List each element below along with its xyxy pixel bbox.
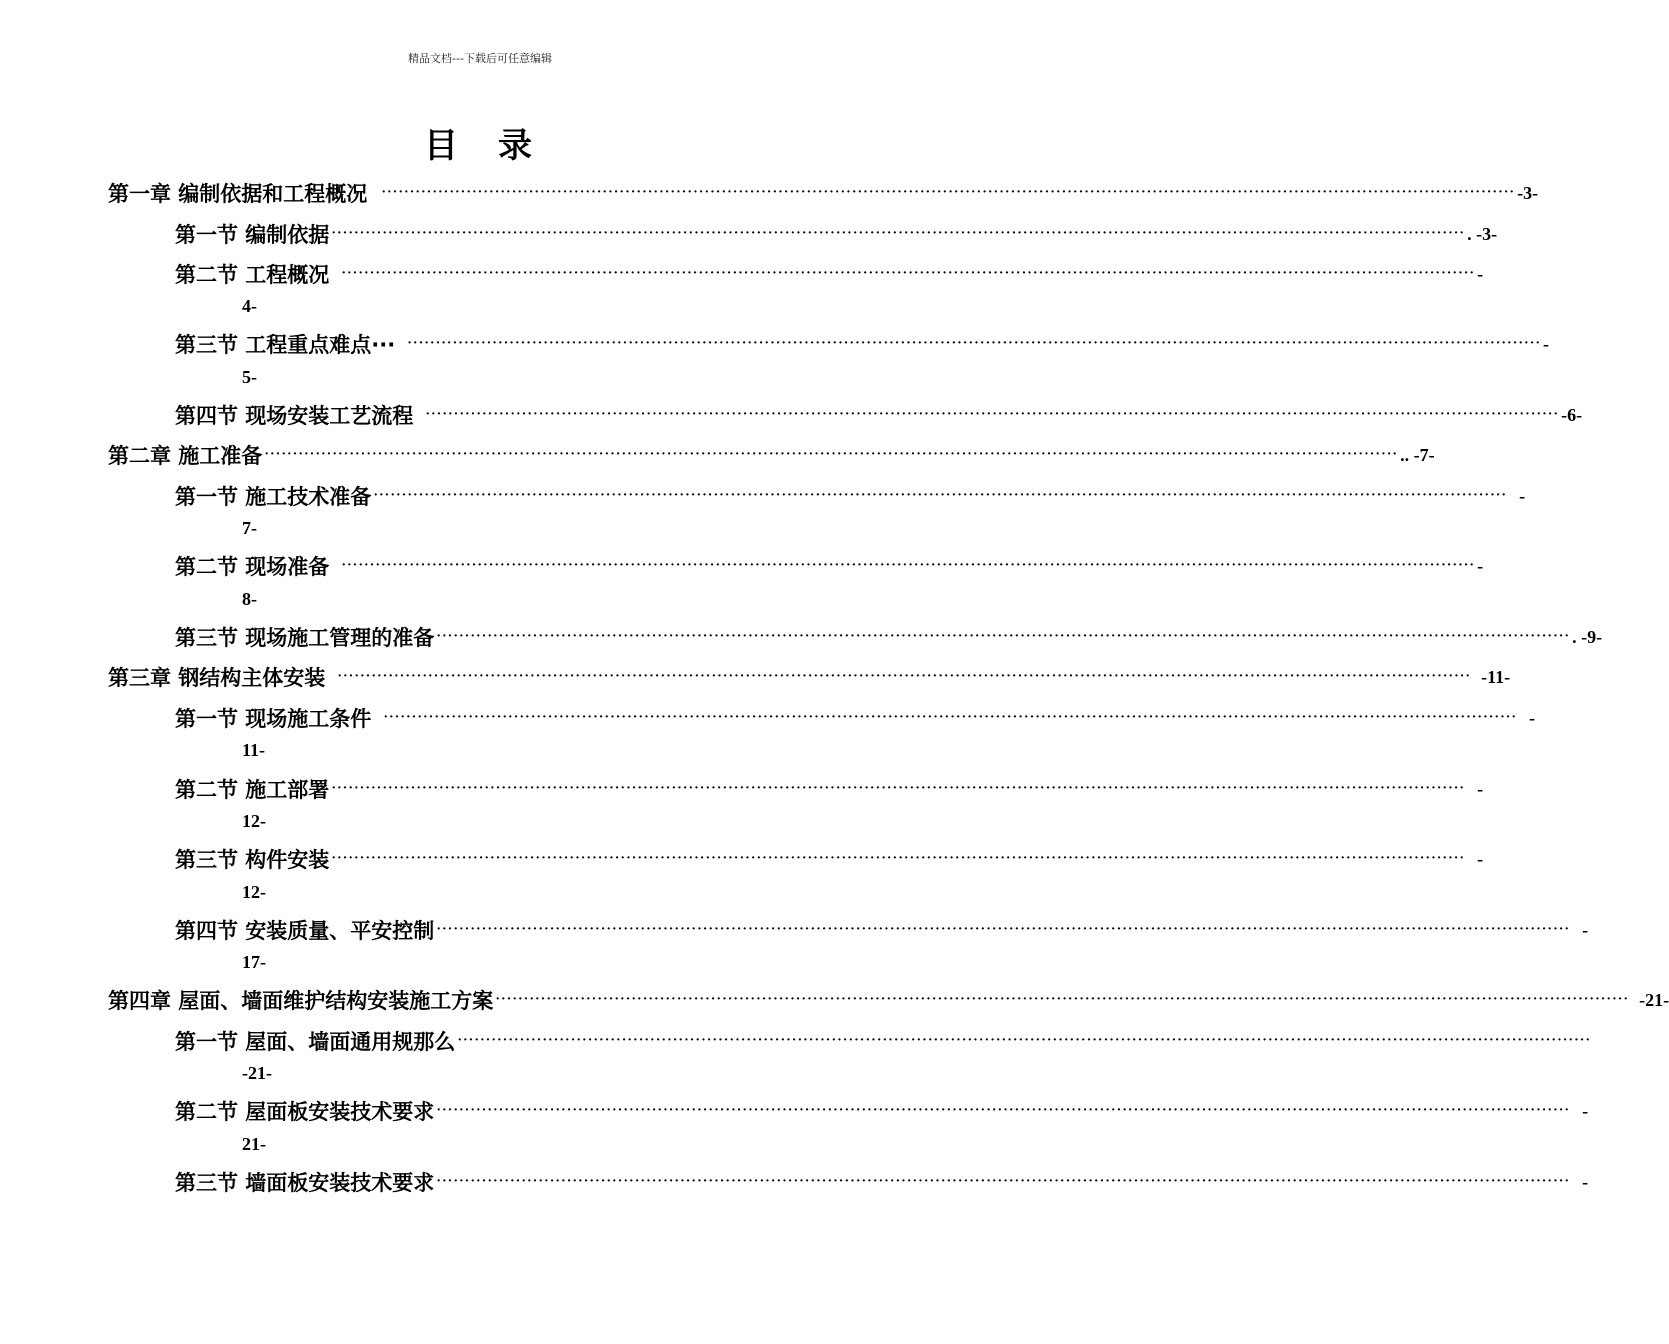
dot-leader: ········································································································································································································ — [337, 669, 1472, 684]
toc-section-3-4[interactable] — [175, 915, 1589, 945]
dot-leader: ········································································································································································································ — [425, 407, 1560, 422]
toc-chapter-4[interactable] — [108, 985, 1669, 1015]
toc-entry-label: 第一章 编制依据和工程概况 — [108, 182, 368, 206]
toc-entry-label: 第四节 现场安装工艺流程 — [175, 404, 414, 428]
toc-page-number: - — [1582, 1171, 1589, 1192]
dot-leader: ········································································································································································································ — [436, 1103, 1571, 1118]
toc-page-number-wrapped: 4- — [242, 296, 257, 316]
toc-page-number: - — [1477, 778, 1484, 799]
toc-page-number: - — [1529, 707, 1536, 728]
toc-page-number: - — [1582, 1100, 1589, 1121]
toc-section-3-1[interactable] — [175, 703, 1536, 733]
toc-page-number-wrapped: 8- — [242, 589, 257, 609]
toc-section-4-2[interactable] — [175, 1096, 1589, 1126]
toc-entry-label: 第三节 构件安装 — [175, 848, 330, 872]
toc-section-2-1[interactable] — [175, 481, 1526, 511]
toc-page-number: - — [1477, 555, 1484, 576]
dot-leader: ········································································································································································································ — [407, 336, 1542, 351]
dot-leader: ········································································································································································································ — [381, 185, 1516, 200]
dot-leader: ········································································································································································································ — [436, 1174, 1571, 1189]
toc-page-number: - — [1477, 848, 1484, 869]
toc-section-4-1[interactable] — [175, 1026, 1592, 1056]
toc-section-2-2[interactable] — [175, 551, 1484, 581]
toc-page-number: . -3- — [1467, 223, 1498, 244]
toc-entry-label: 第二节 施工部署 — [175, 778, 330, 802]
toc-section-2-3[interactable] — [175, 622, 1603, 652]
toc-chapter-3[interactable] — [108, 662, 1511, 692]
toc-entry-label: 第二章 施工准备 — [108, 444, 263, 468]
toc-page-number-wrapped: 12- — [242, 882, 266, 902]
toc-page-number: - — [1477, 263, 1484, 284]
toc-entry-label: 第四节 安装质量、平安控制 — [175, 919, 435, 943]
dot-leader: ········································································································································································································ — [457, 1033, 1592, 1048]
toc-entry-label: 第三节 墙面板安装技术要求 — [175, 1171, 435, 1195]
dot-leader: ········································································································································································································ — [331, 781, 1466, 796]
toc-page-number: -11- — [1481, 666, 1511, 687]
toc-section-1-3[interactable] — [175, 329, 1550, 359]
dot-leader: ········································································································································································································ — [436, 922, 1571, 937]
toc-entry-label: 第三章 钢结构主体安装 — [108, 666, 326, 690]
dot-leader: ········································································································································································································ — [331, 851, 1466, 866]
toc-section-1-1[interactable] — [175, 219, 1498, 249]
toc-page-number: -6- — [1561, 404, 1583, 425]
toc-section-4-3[interactable] — [175, 1167, 1589, 1197]
toc-entry-label: 第四章 屋面、墙面维护结构安装施工方案 — [108, 989, 494, 1013]
dot-leader: ········································································································································································································ — [436, 629, 1571, 644]
dot-leader: ········································································································································································································ — [341, 266, 1476, 281]
toc-entry-label: 第一节 施工技术准备 — [175, 485, 372, 509]
toc-section-1-2[interactable] — [175, 259, 1484, 289]
toc-page-number-wrapped: 12- — [242, 811, 266, 831]
toc-page-number: - — [1519, 485, 1526, 506]
toc-page-number-wrapped: -21- — [242, 1063, 272, 1083]
toc-entry-label: 第三节 现场施工管理的准备 — [175, 626, 435, 650]
toc-page-number-wrapped: 7- — [242, 518, 257, 538]
toc-page-number: -21- — [1639, 989, 1669, 1010]
dot-leader: ········································································································································································································ — [373, 488, 1508, 503]
dot-leader: ········································································································································································································ — [341, 558, 1476, 573]
toc-entry-label: 第二节 屋面板安装技术要求 — [175, 1100, 435, 1124]
toc-section-1-4[interactable] — [175, 400, 1583, 430]
toc-page-number-wrapped: 5- — [242, 367, 257, 387]
dot-leader: ········································································································································································································ — [264, 447, 1399, 462]
toc-entry-label: 第一节 屋面、墙面通用规那么 — [175, 1030, 456, 1054]
toc-entry-label: 第一节 现场施工条件 — [175, 707, 372, 731]
toc-section-3-3[interactable] — [175, 844, 1484, 874]
toc-page-number: .. -7- — [1400, 444, 1435, 465]
toc-page-number: - — [1543, 333, 1550, 354]
toc-entry-label: 第三节 工程重点难点··· — [175, 333, 396, 357]
toc-page-number-wrapped: 17- — [242, 952, 266, 972]
dot-leader: ········································································································································································································ — [331, 226, 1466, 241]
toc-section-3-2[interactable] — [175, 774, 1484, 804]
dot-leader: ········································································································································································································ — [495, 992, 1630, 1007]
page-header: 精品文档---下载后可任意编辑 — [408, 52, 552, 65]
toc-page-number: - — [1582, 919, 1589, 940]
toc-page-number: . -9- — [1572, 626, 1603, 647]
title-char-2: 录 — [498, 126, 536, 166]
toc-entry-label: 第二节 工程概况 — [175, 263, 330, 287]
toc-page-number-wrapped: 11- — [242, 740, 266, 760]
toc-chapter-2[interactable] — [108, 440, 1435, 470]
toc-entry-label: 第二节 现场准备 — [175, 555, 330, 579]
dot-leader: ········································································································································································································ — [383, 710, 1518, 725]
title-char-1: 目 — [424, 126, 462, 166]
toc-entry-label: 第一节 编制依据 — [175, 223, 330, 247]
toc-page-number-wrapped: 21- — [242, 1134, 266, 1154]
toc-chapter-1[interactable] — [108, 178, 1539, 208]
toc-page-number: -3- — [1517, 182, 1539, 203]
